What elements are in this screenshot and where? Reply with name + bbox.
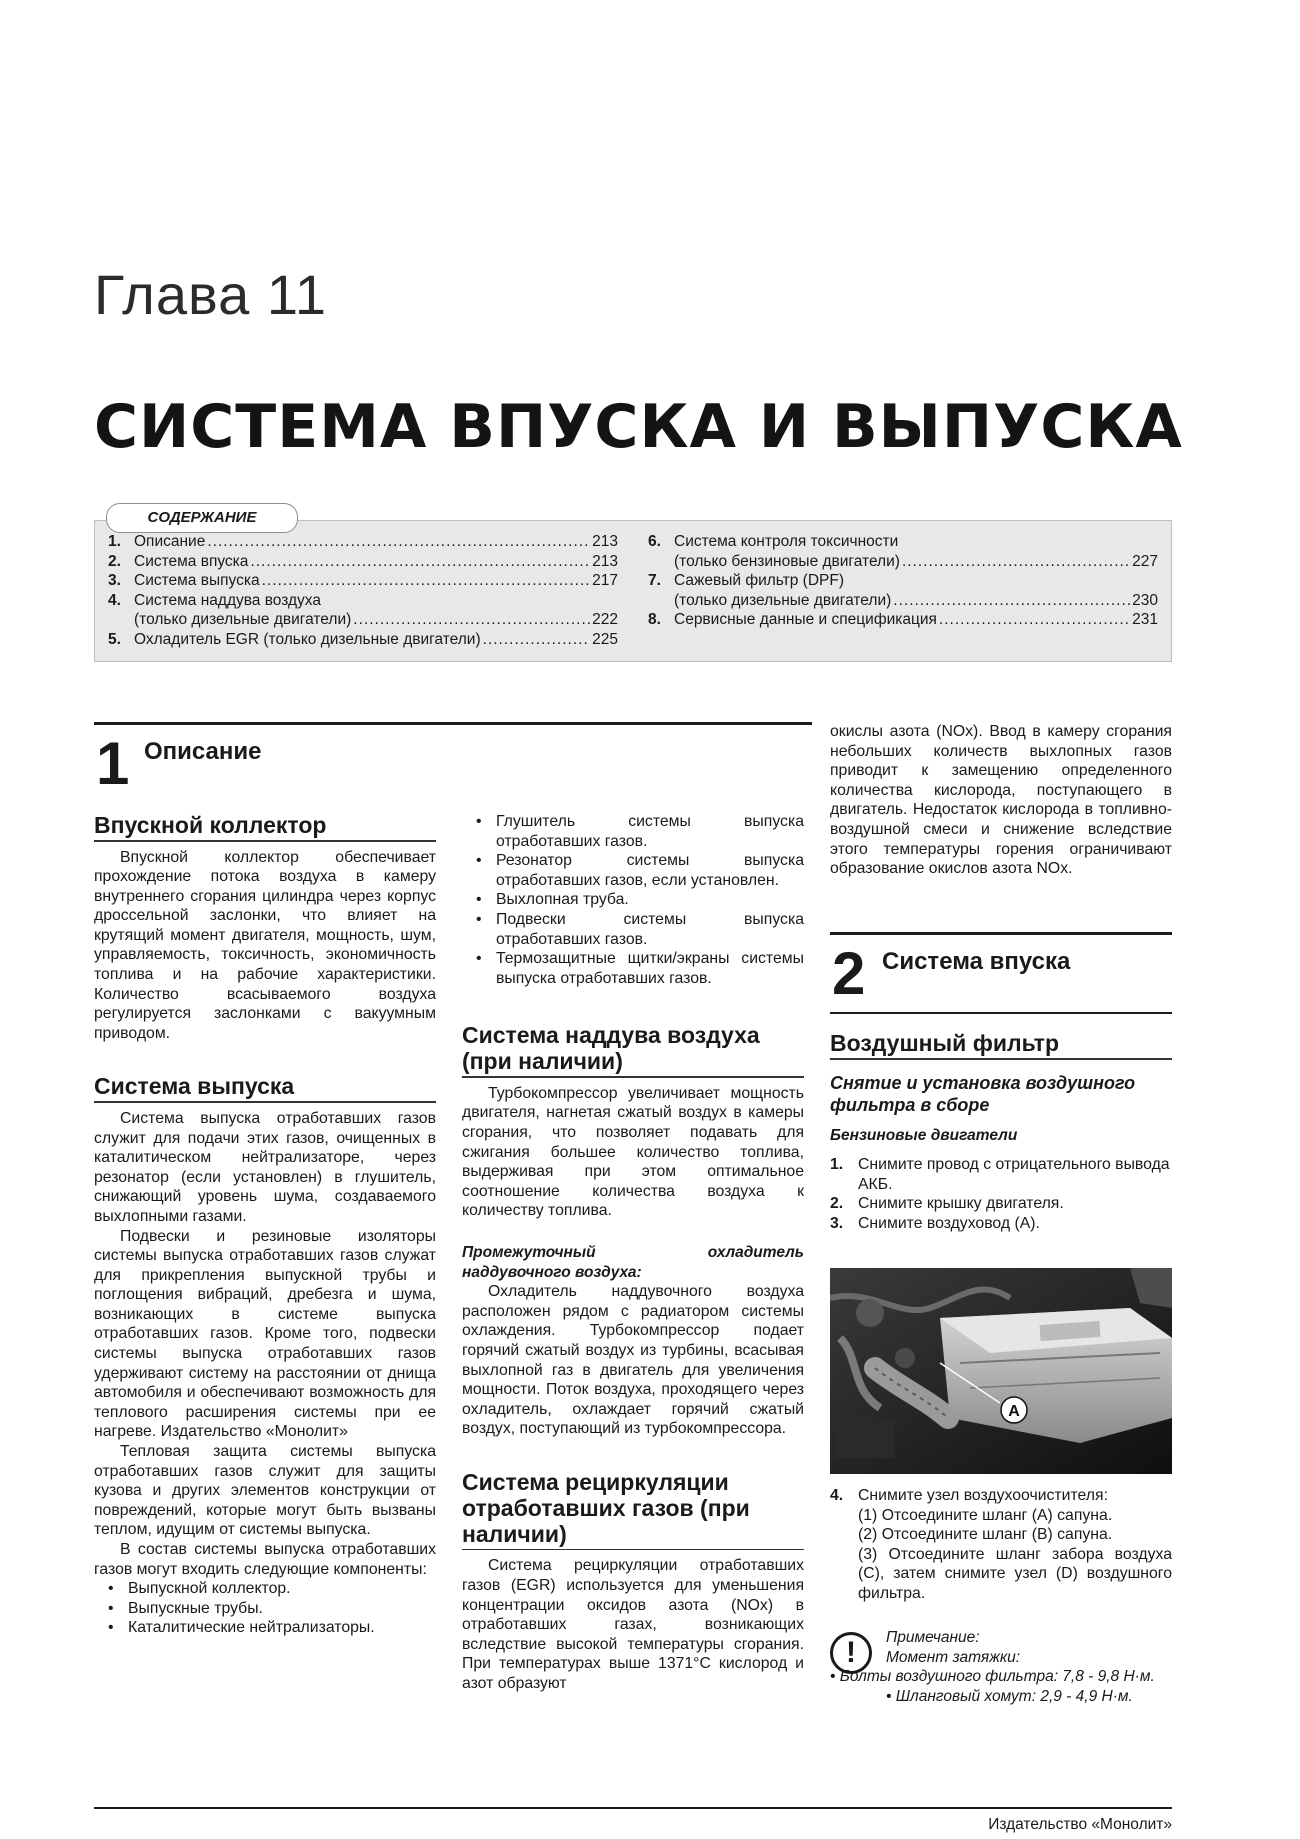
toc-item[interactable]: 2. Система впуска ..... 213: [108, 552, 618, 572]
subsection-heading: Впускной коллектор: [94, 812, 327, 838]
heading-rule: [94, 840, 436, 842]
toc-item[interactable]: 8. Сервисные данные и спецификация ..... 231: [648, 610, 1158, 630]
subsection-heading: Система наддува воздуха (при наличии): [462, 1022, 760, 1075]
step-item: 1. Снимите провод с отрицательного вывода АКБ.: [830, 1156, 1170, 1193]
note-line: • Шланговый хомут: 2,9 - 4,9 Н·м.: [886, 1687, 1133, 1705]
substep: (1) Отсоедините шланг (А) сапуна.: [858, 1506, 1113, 1524]
engine-bay-illustration: [830, 1268, 1172, 1474]
substep: (3) Отсоедините шланг забора воздуха (С), затем снимите узел (D) воздушного фильтра.: [858, 1545, 1172, 1602]
note-torque-heading: Момент затяжки:: [886, 1648, 1021, 1666]
heading-rule: [462, 1076, 804, 1078]
step-4-block: [830, 1486, 1172, 1604]
list-item: • Глушитель системы выпуска отработавших газов.: [462, 812, 804, 851]
list-item: • Резонатор системы выпуска отработавших газов, если установлен.: [462, 851, 804, 890]
list-item: • Выпускные трубы.: [94, 1599, 436, 1619]
toc-item[interactable]: 4. Система наддува воздуха: [108, 591, 321, 609]
step-item: 4. Снимите узел воздухоочистителя:: [830, 1487, 1108, 1504]
toc-item[interactable]: 5. Охладитель EGR (только дизельные двигатели) ..... 225: [108, 630, 618, 650]
toc-item-continuation[interactable]: (только бензиновые двигатели) ..... 227: [648, 552, 1158, 572]
section-rule: [830, 932, 1172, 935]
paragraph: Подвески и резиновые изоляторы системы выпуска отработавших газов служат для прикрепления выпускной трубы и поглощения вибраций, дребезга и шума, возникающих в системе выпуска отработавших газов. Кроме того, подвески системы выпуска отработавших газов удерживают систему на расстоянии от днища автомобиля и обеспечивают возможность для теплового расширения системы при ее нагреве. Издательство «Монолит»: [94, 1227, 436, 1441]
paragraph: Тепловая защита системы выпуска отработавших газов служит для защиты кузова и других элементов конструкции от повреждений, которые могут быть вызваны теплом, идущим от системы выпуска.: [94, 1443, 436, 1539]
subsection-heading: Воздушный фильтр: [830, 1030, 1060, 1056]
column-3: [830, 722, 1172, 879]
heading-rule: [94, 1101, 436, 1103]
toc-item-continuation[interactable]: (только дизельные двигатели) ..... 222: [108, 610, 618, 630]
paragraph: Система рециркуляции отработавших газов (EGR) используется для уменьшения концентрации оксидов азота (NOx) в отработавших газах, возникающих вследствие высокой температуры сгорания. При температурах выше 1371°С кислород и азот образуют: [462, 1557, 804, 1692]
warning-icon: !: [830, 1632, 872, 1674]
toc-item[interactable]: 1. Описание ..... 213: [108, 532, 618, 552]
paragraph: Турбокомпрессор увеличивает мощность двигателя, нагнетая сжатый воздух в камеры сгорания, что позволяет подавать для сжигания большее количество топлива, выдерживая при этом оптимальное соотношение количества воздуха к количеству топлива.: [462, 1084, 804, 1220]
list-item: • Каталитические нейтрализаторы.: [94, 1618, 436, 1638]
subsection-heading: Система рециркуляции отработавших газов (при наличии): [462, 1468, 750, 1547]
paragraph: Впускной коллектор обеспечивает прохождение потока воздуха в камеру внутреннего сгорания цилиндра через корпус дроссельной заслонки, что влияет на крутящий момент двигателя, мощность, шум, управляемость, токсичность, экономичность топлива и на рабочие характеристики. Количество всасываемого воздуха регулируется заслонками с вакуумным приводом.: [94, 848, 436, 1042]
toc-item[interactable]: 3. Система выпуска ..... 217: [108, 571, 618, 591]
column-2: [462, 812, 804, 1694]
paragraph: окислы азота (NOx). Ввод в камеру сгорания небольших количеств выхлопных газов приводит к замещению определенного количества кислорода, поступающего в двигатель. Недостаток кислорода в топливно-воздушной смеси и снижение вследствие этого температуры горения ограничивают образование окислов азота NOx.: [830, 723, 1172, 878]
note-line: • Болты воздушного фильтра: 7,8 - 9,8 Н·м.: [830, 1668, 1155, 1685]
engine-type-heading: Бензиновые двигатели: [830, 1126, 1018, 1144]
contents-right-column: [648, 532, 1158, 630]
contents-left-column: [108, 532, 618, 649]
footer-rule: [94, 1807, 1172, 1809]
list-item: • Выпускной коллектор.: [94, 1579, 436, 1599]
toc-item-continuation[interactable]: (только дизельные двигатели) ..... 230: [648, 591, 1158, 611]
list-item: • Выхлопная труба.: [462, 890, 804, 910]
column-1: [94, 812, 436, 1638]
procedure-heading: Снятие и установка воздушного фильтра в сборе: [830, 1072, 1136, 1115]
column-3-body: [830, 1030, 1172, 1233]
section-title: Система впуска: [882, 948, 1071, 975]
step-list: [830, 1155, 1172, 1233]
paragraph: Охладитель наддувочного воздуха расположен рядом с радиатором системы охлаждения. Турбокомпрессор подает горячий сжатый воздух из турбины, всасывая выхлопной газ в двигатель для увеличения мощности. Поток воздуха, проходящего через охладитель, охлаждает горячий сжатый воздух, поступающий из турбокомпрессора.: [462, 1283, 804, 1438]
toc-item[interactable]: 6. Система контроля токсичности: [648, 533, 899, 550]
bullet-list: [94, 1579, 436, 1638]
subsection-heading: Система выпуска: [94, 1073, 295, 1100]
contents-heading: СОДЕРЖАНИЕ: [106, 503, 298, 533]
step-item: 2. Снимите крышку двигателя.: [830, 1195, 1064, 1213]
heading-rule: [462, 1549, 804, 1551]
bullet-list: [462, 812, 804, 988]
section-rule: [830, 1012, 1172, 1014]
subheading: Промежуточный охладитель наддувочного воздуха:: [462, 1244, 804, 1281]
photo-callout-label: A: [1008, 1403, 1020, 1420]
chapter-label: Глава 11: [94, 263, 327, 326]
list-item: • Термозащитные щитки/экраны системы выпуска отработавших газов.: [462, 949, 804, 988]
engine-bay-photo: [830, 1268, 1172, 1474]
section-rule: [94, 722, 812, 725]
section-number: 2: [832, 940, 866, 1007]
heading-rule: [830, 1058, 1172, 1060]
note-title: Примечание:: [886, 1629, 980, 1646]
chapter-title: СИСТЕМА ВПУСКА И ВЫПУСКА: [94, 392, 1183, 462]
note: [830, 1628, 1170, 1706]
step-item: 3. Снимите воздуховод (А).: [830, 1214, 1040, 1232]
paragraph: Система выпуска отработавших газов служит для подачи этих газов, очищенных в каталитическом нейтрализаторе, через резонатор (если установлен) в глушитель, снижающий уровень шума, создаваемого выхлопными газами.: [94, 1109, 436, 1225]
section-number: 1: [96, 730, 130, 797]
substep: (2) Отсоедините шланг (В) сапуна.: [858, 1526, 1113, 1544]
publisher-footer: Издательство «Монолит»: [988, 1816, 1172, 1833]
section-title: Описание: [144, 738, 262, 765]
toc-item[interactable]: 7. Сажевый фильтр (DPF): [648, 572, 844, 589]
list-item: • Подвески системы выпуска отработавших газов.: [462, 910, 804, 949]
paragraph: В состав системы выпуска отработавших газов могут входить следующие компоненты:: [94, 1541, 436, 1578]
